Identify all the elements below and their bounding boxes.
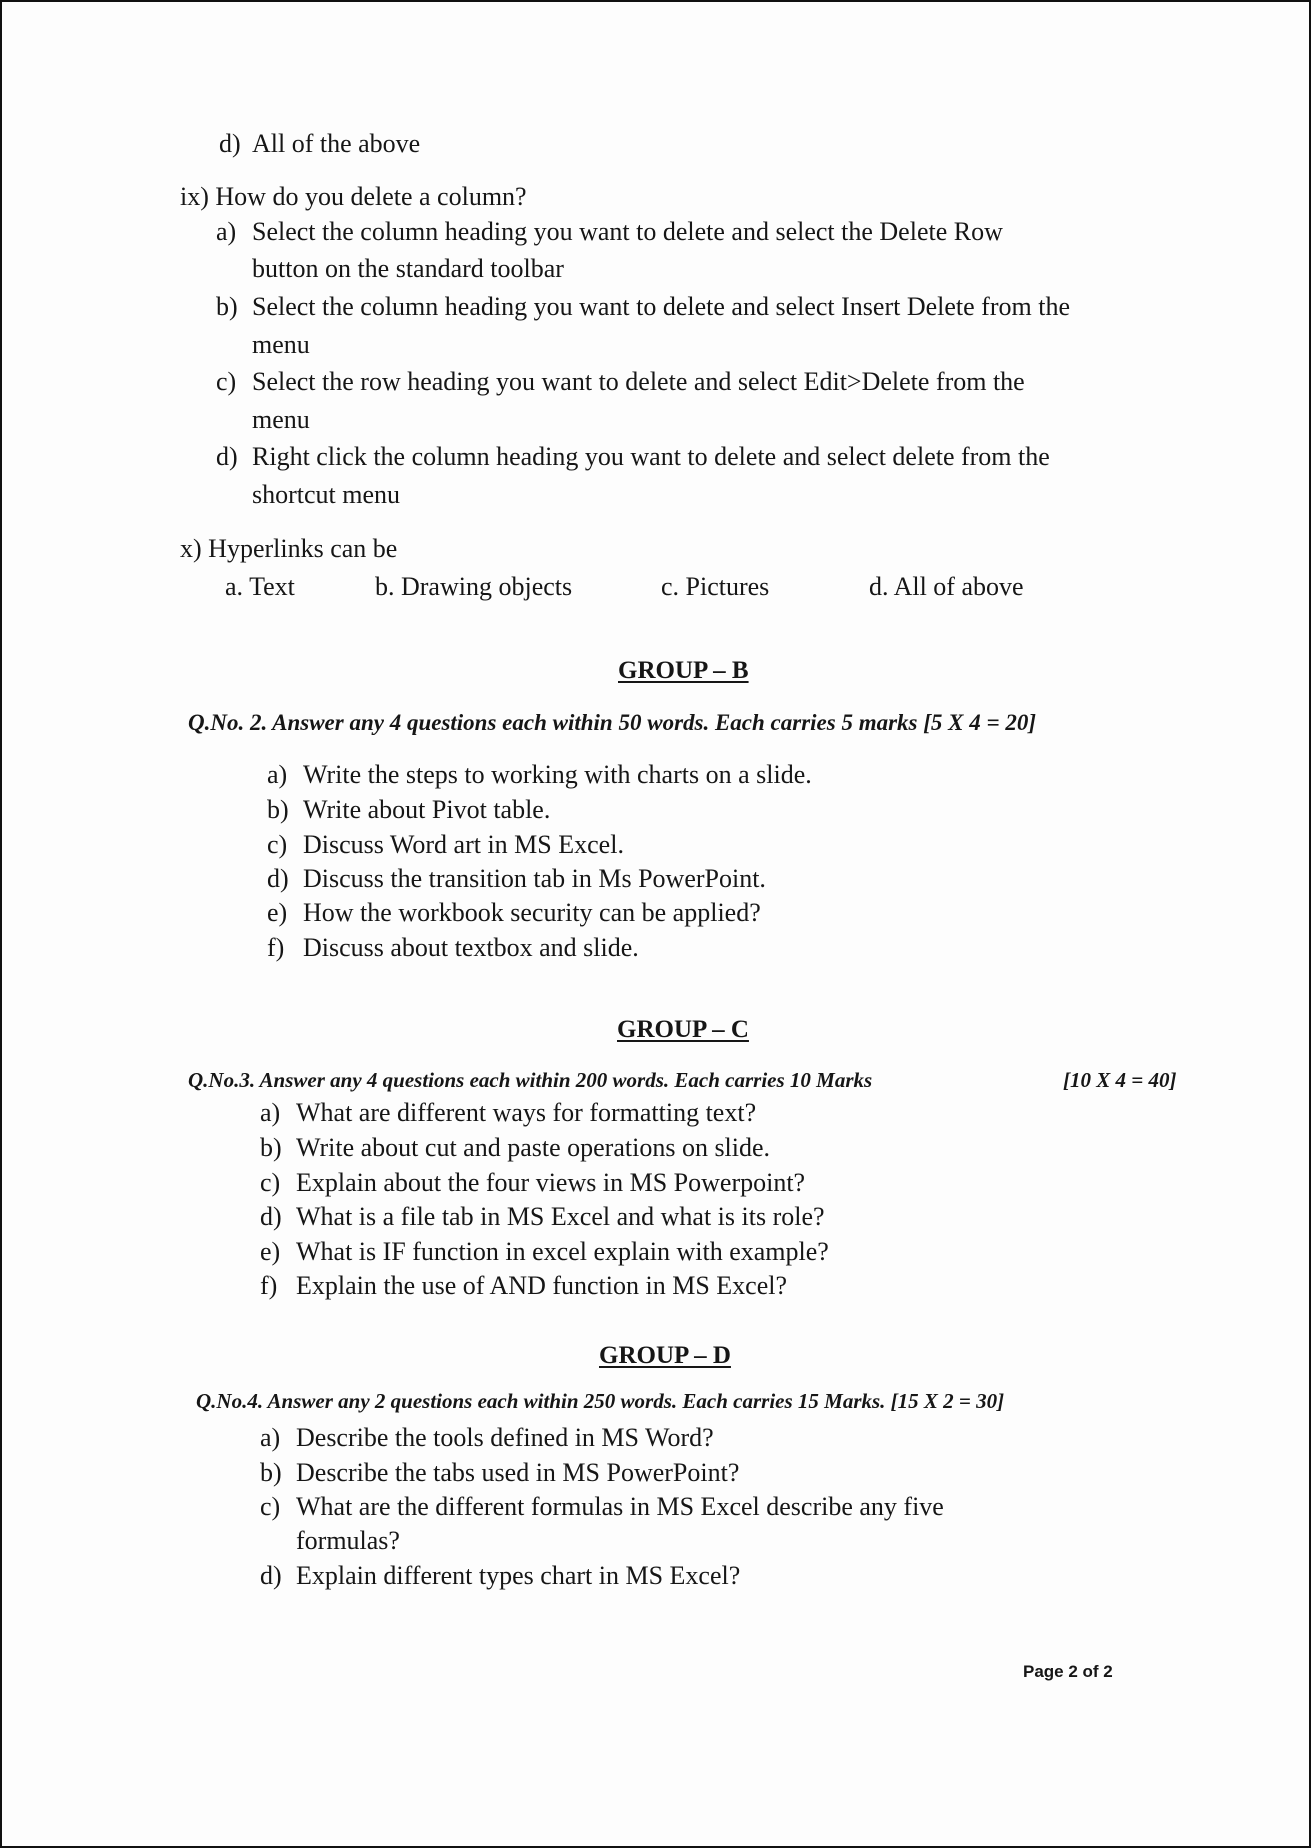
q9-option-d: d) Right click the column heading you want to delete and select delete from the bbox=[216, 442, 1050, 471]
group-d-item-c: c) What are the different formulas in MS Excel describe any five bbox=[260, 1492, 944, 1521]
group-b-item-e: e) How the workbook security can be applied? bbox=[267, 898, 761, 927]
group-d-item-c-cont: formulas? bbox=[296, 1526, 400, 1555]
page-number: Page 2 of 2 bbox=[1023, 1662, 1113, 1681]
group-c-item-c: c) Explain about the four views in MS Powerpoint? bbox=[260, 1168, 806, 1197]
q9-question: ix) How do you delete a column? bbox=[180, 182, 527, 211]
group-c-item-e: e) What is IF function in excel explain with example? bbox=[260, 1237, 829, 1266]
group-c-marks: [10 X 4 = 40] bbox=[1063, 1068, 1177, 1092]
q9-option-b: b) Select the column heading you want to delete and select Insert Delete from the bbox=[216, 292, 1070, 321]
q10-option-c: c. Pictures bbox=[661, 572, 770, 601]
q9-option-d-cont: shortcut menu bbox=[252, 480, 401, 509]
q10-option-b: b. Drawing objects bbox=[375, 572, 573, 601]
group-d-item-d: d) Explain different types chart in MS Excel? bbox=[260, 1561, 741, 1590]
group-d-item-a: a) Describe the tools defined in MS Word? bbox=[260, 1423, 714, 1452]
group-c-item-b: b) Write about cut and paste operations on slide. bbox=[260, 1133, 771, 1162]
q9-option-a: a) Select the column heading you want to delete and select the Delete Row bbox=[216, 217, 1003, 246]
group-c-item-d: d) What is a file tab in MS Excel and what is its role? bbox=[260, 1202, 825, 1231]
group-b-item-c: c) Discuss Word art in MS Excel. bbox=[267, 830, 624, 859]
q9-option-c-cont: menu bbox=[252, 405, 310, 434]
q9-option-b-cont: menu bbox=[252, 330, 310, 359]
q10-option-a: a. Text bbox=[225, 572, 295, 601]
q8-option-d: d) All of the above bbox=[219, 129, 421, 158]
group-d-heading: GROUP – D bbox=[599, 1342, 731, 1369]
group-c-instruction: Q.No.3. Answer any 4 questions each within 200 words. Each carries 10 Marks bbox=[188, 1068, 873, 1092]
group-d-item-b: b) Describe the tabs used in MS PowerPoint? bbox=[260, 1458, 740, 1487]
group-c-item-a: a) What are different ways for formatting text? bbox=[260, 1098, 757, 1127]
group-b-item-f: f) Discuss about textbox and slide. bbox=[267, 933, 639, 962]
group-c-item-f: f) Explain the use of AND function in MS Excel? bbox=[260, 1271, 788, 1300]
group-b-instruction: Q.No. 2. Answer any 4 questions each within 50 words. Each carries 5 marks [5 X 4 = 20] bbox=[188, 710, 1037, 735]
q10-question: x) Hyperlinks can be bbox=[180, 534, 398, 563]
q10-option-d: d. All of above bbox=[869, 572, 1024, 601]
group-b-heading: GROUP – B bbox=[618, 657, 749, 684]
group-d-instruction: Q.No.4. Answer any 2 questions each within 250 words. Each carries 15 Marks. [15 X 2 = 30] bbox=[196, 1389, 1005, 1413]
q9-option-a-cont: button on the standard toolbar bbox=[252, 254, 564, 283]
group-b-item-a: a) Write the steps to working with charts on a slide. bbox=[267, 760, 812, 789]
group-c-heading: GROUP – C bbox=[617, 1016, 749, 1043]
group-b-item-d: d) Discuss the transition tab in Ms PowerPoint. bbox=[267, 864, 766, 893]
q9-option-c: c) Select the row heading you want to delete and select Edit>Delete from the bbox=[216, 367, 1025, 396]
group-b-item-b: b) Write about Pivot table. bbox=[267, 795, 551, 824]
